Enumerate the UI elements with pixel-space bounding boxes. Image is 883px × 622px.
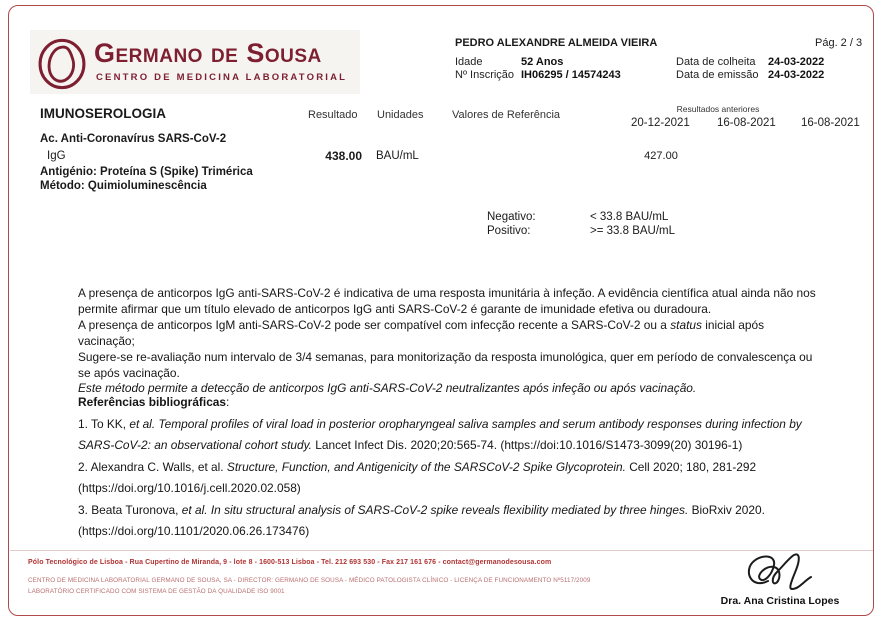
method-line: Método: Quimioluminescência (40, 180, 207, 192)
column-header-unidades: Unidades (377, 109, 424, 121)
reference-text: Lancet Infect Dis. 2020;20:565-74. (https://doi:10.1016/S1473-3099(20) 30196-1) (311, 438, 743, 452)
page-number: Pág. 2 / 3 (815, 37, 863, 49)
inscription-label: Nº Inscrição (455, 69, 515, 81)
emission-date-value: 24-03-2022 (768, 69, 825, 81)
comment-text: Este método permite a detecção de anticorpos IgG anti-SARS-CoV-2 neutralizantes após infeção ou após vacinação. (78, 381, 697, 396)
column-header-resultados-anteriores: Resultados anteriores (676, 104, 760, 114)
brand-subtitle: CENTRO DE MEDICINA LABORATORIAL (96, 72, 348, 83)
footer-legal-line-1: CENTRO DE MEDICINA LABORATORIAL GERMANO DE SOUSA, SA - DIRECTOR: GERMANO DE SOUSA - MÉDICO PATOLOGISTA CLÍNICO - LICENÇA DE FUNCIONAMENTO Nº5117/2009 (28, 577, 591, 584)
result-value: 438.00 (325, 149, 362, 163)
reference-text: Cell 2020; 180, 281-292 (https://doi.org/10.1016/j.cell.2020.02.058) (78, 459, 757, 495)
comment-text: inicial após vacinação; (78, 317, 765, 348)
bibliographic-references (78, 392, 822, 543)
negative-label: Negativo: (487, 211, 536, 223)
age-value: 52 Anos (521, 56, 564, 68)
reference-text: 1. To KK, (78, 416, 130, 431)
reference-text: 3. Beata Turonova, (78, 502, 182, 517)
footer-address-line: Pólo Tecnológico de Lisboa - Rua Cupertino de Miranda, 9 - lote 8 - 1600-513 Lisboa - Tel. 212 693 530 - Fax 217 161 676 - contact@germanodesousa.com (28, 559, 552, 566)
signer-name: Dra. Ana Cristina Lopes (720, 595, 840, 607)
comment-paragraph (78, 350, 822, 382)
comment-text-italic: status (670, 317, 702, 332)
reference-text: BioRxiv 2020. (https://doi.org/10.1101/2020.06.26.173476) (78, 502, 765, 538)
previous-date-2: 16-08-2021 (717, 117, 776, 129)
result-units: BAU/mL (376, 150, 419, 162)
collection-date-value: 24-03-2022 (768, 56, 825, 68)
inscription-value: IH06295 / 14574243 (521, 69, 621, 81)
reference-text-italic: et al. In situ structural analysis of SARS-CoV-2 spike reveals flexibility mediated by three hinges. (181, 502, 689, 517)
previous-result-value: 427.00 (644, 150, 678, 162)
emission-date-label: Data de emissão (676, 69, 759, 81)
reference-item (78, 457, 822, 500)
test-group-name: Ac. Anti-Coronavírus SARS-CoV-2 (40, 133, 227, 145)
reference-text: 2. Alexandra C. Walls, et al. (78, 459, 227, 474)
reference-text-italic: Structure, Function, and Antigenicity of the SARSCoV-2 Spike Glycoprotein. (226, 459, 626, 474)
positive-value: >= 33.8 BAU/mL (590, 225, 676, 237)
comment-text: A presença de anticorpos IgG anti-SARS-CoV-2 é indicativa de uma resposta imunitária à infeção. A evidência científica atual ainda não nos permite afirmar que um título elevado de anticorpos IgG anti SARS-CoV-2 é garante de imunidade efetiva ou duradoura. (78, 286, 816, 316)
comment-paragraph (78, 318, 822, 350)
positive-label: Positivo: (487, 225, 531, 237)
analyte-name: IgG (47, 150, 66, 162)
footer-legal-line-2: LABORATÓRIO CERTIFICADO COM SISTEMA DE GESTÃO DA QUALIDADE ISO 9001 (28, 588, 285, 595)
reference-text-italic: et al. Temporal profiles of viral load in posterior oropharyngeal saliva samples and serum antibody responses during infection by SARS-CoV-2: an observational cohort study. (78, 416, 802, 452)
column-header-valores-referencia: Valores de Referência (452, 109, 561, 121)
column-header-resultado: Resultado (308, 109, 358, 121)
section-title: IMUNOSEROLOGIA (40, 106, 167, 121)
comment-text: A presença de anticorpos IgM anti-SARS-CoV-2 pode ser compatível com infecção recente a SARS-CoV-2 ou a (78, 317, 671, 332)
comment-text: Sugere-se re-avaliação num intervalo de 3/4 semanas, para monitorização da resposta imunológica, quer em período de convalescença ou se após vacinação. (78, 349, 813, 380)
previous-date-1: 20-12-2021 (631, 117, 690, 129)
references-title-colon: : (226, 395, 230, 409)
brand-title: Germano de Sousa (94, 38, 322, 68)
patient-name: PEDRO ALEXANDRE ALMEIDA VIEIRA (455, 37, 658, 49)
antigen-line: Antigénio: Proteína S (Spike) Trimérica (40, 166, 253, 178)
reference-item (78, 500, 822, 543)
brand-logo-icon (36, 37, 88, 96)
reference-item (78, 414, 822, 457)
negative-value: < 33.8 BAU/mL (590, 211, 669, 223)
interpretation-comments (78, 286, 822, 397)
previous-date-3: 16-08-2021 (801, 117, 860, 129)
collection-date-label: Data de colheita (676, 56, 756, 68)
comment-paragraph (78, 286, 822, 318)
references-title (78, 392, 822, 414)
references-title-text: Referências bibliográficas (78, 395, 227, 409)
signature-scribble (738, 551, 838, 600)
age-label: Idade (455, 56, 483, 68)
